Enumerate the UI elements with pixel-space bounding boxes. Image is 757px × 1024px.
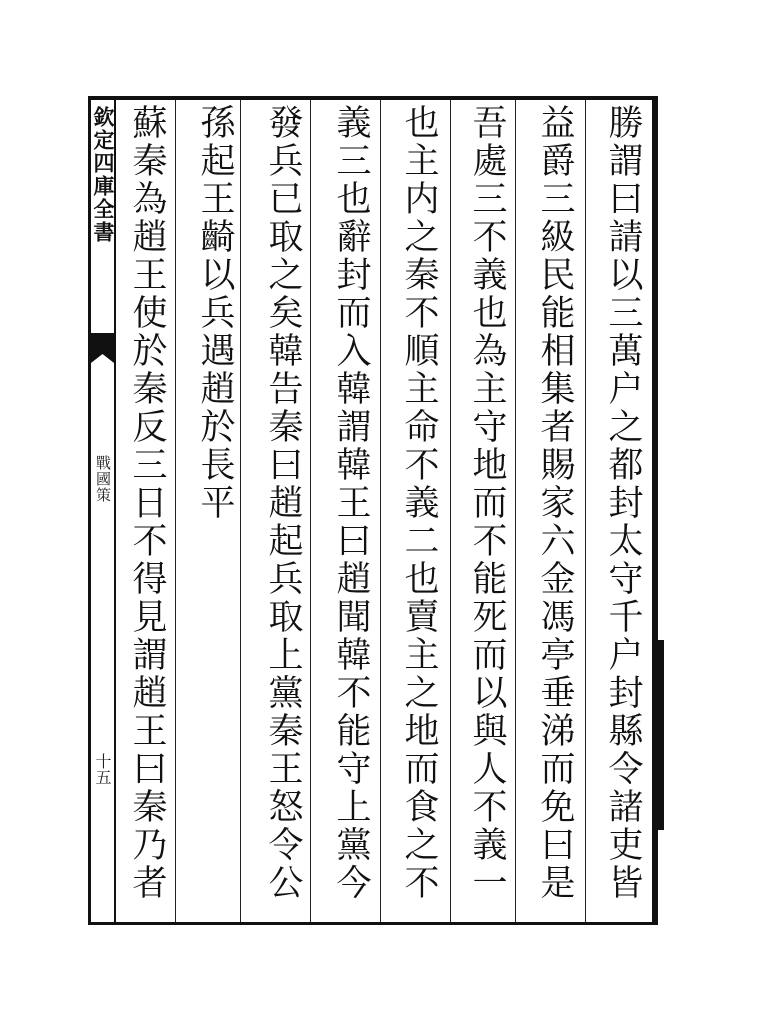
text-column-5: 義三也辭封而入韓謂韓王曰趙聞韓不能守上黨今: [331, 104, 371, 902]
column-rule: [175, 100, 176, 922]
column-rule: [310, 100, 311, 922]
text-column-2: 益爵三級民能相集者賜家六金馮亭垂涕而免曰是: [535, 104, 575, 902]
text-column-4: 也主内之秦不順主命不義二也賣主之地而食之不: [399, 104, 439, 902]
column-rule: [450, 100, 451, 922]
text-column-1: 勝謂曰請以三萬户之都封太守千户封縣令諸吏皆: [603, 104, 643, 902]
section-title: 戰國策: [94, 455, 112, 503]
book-title: 欽定四庫全書: [91, 106, 116, 244]
column-rule: [585, 100, 586, 922]
top-rule: [88, 96, 658, 97]
text-column-6: 發兵已取之矣韓告秦曰趙起兵取上黨秦王怒令公: [263, 104, 303, 902]
text-column-7: 孫起王齮以兵遇趙於長平: [195, 104, 235, 522]
text-column-3: 吾處三不義也為主守地而不能死而以與人不義一: [467, 104, 507, 902]
page-number: 十五: [93, 753, 112, 785]
text-column-8: 蘇秦為趙王使於秦反三日不得見謂趙王曰秦乃者: [127, 104, 167, 902]
column-rule: [380, 100, 381, 922]
page-edge-mark: [656, 640, 664, 830]
column-rule: [515, 100, 516, 922]
